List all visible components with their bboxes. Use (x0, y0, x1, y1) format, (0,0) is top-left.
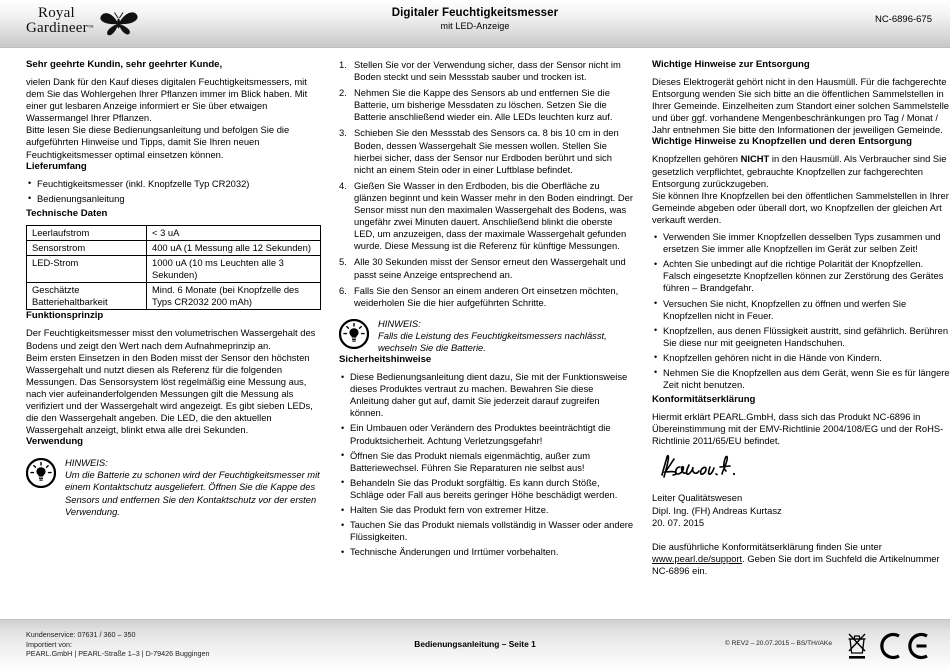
logo-line-1: Royal (38, 5, 75, 21)
list-item: • Feuchtigkeitsmesser (inkl. Knopfzelle Typ CR2032) (26, 178, 321, 190)
greeting-heading: Sehr geehrte Kundin, sehr geehrter Kunde, (26, 59, 223, 70)
note-text-battery-replacement (378, 318, 634, 354)
safety-instructions-list (339, 371, 634, 558)
list-item: • Bedienungsanleitung (26, 193, 321, 205)
customer-service-line: Kundenservice: 07631 / 360 – 350 (26, 630, 136, 639)
list-item: • Behandeln Sie das Produkt sorgfältig. Es kann durch Stöße, Schläge oder Fall aus bereits geringer Höhe beschädigt werden. (339, 477, 634, 501)
footer-page-label: Bedienungsanleitung – Seite 1 (414, 639, 536, 649)
table-row (27, 256, 321, 283)
list-item: • Knopfzellen, aus denen Flüssigkeit austritt, sind gefährlich. Berühren Sie diese nur mit geeigneten Handschuhen. (652, 325, 950, 349)
column-left (26, 59, 321, 620)
greeting-paragraph-2: Bitte lesen Sie diese Bedienungsanleitung und befolgen Sie die aufgeführten Hinweise und Tipps, damit Sie Ihren neuen Feuchtigkeitsmesser optimal einsetzen können. (26, 124, 290, 160)
column-right (652, 59, 950, 620)
footer-revision: © REV2 – 20.07.2015 – BS/TH//AKe (724, 640, 832, 647)
list-item: Nehmen Sie die Kappe des Sensors ab und entfernen Sie die Batterie, um bisherige Messdaten zu löschen. Setzen Sie die Batterie anschließend wieder ein. Alle LEDs leuchten kurz auf. (354, 87, 613, 123)
note-body: Falls die Leistung des Feuchtigkeitsmessers nachlässt, wechseln Sie die Batterie. (378, 329, 607, 353)
column-middle (339, 59, 634, 620)
note-box-battery-protection (26, 457, 321, 517)
list-item: • Diese Bedienungsanleitung dient dazu, Sie mit der Funktionsweise dieses Produktes vertraut zu machen. Bewahren Sie diese Anleitung daher gut auf, damit Sie jederzeit darauf zugreifen können. (339, 371, 634, 419)
list-item: Alle 30 Sekunden misst der Sensor erneut den Wassergehalt und passt seine Anzeige entsprechend an. (354, 256, 626, 280)
declaration-of-conformity-heading: Konformitätserklärung (652, 394, 756, 406)
importer-address: PEARL.GmbH | PEARL-Straße 1–3 | D-79426 Buggingen (26, 649, 210, 659)
operating-principle-paragraph-2: Beim ersten Einsetzen in den Boden misst der Sensor den höchsten Wassergehalt und nutzt diesen als Referenz für die folgenden Messungen. Das Sensorsystem löst regelmäßig eine Messung aus, nach vier aufeinanderfolgenden Messungen gilt die Messung als verifiziert und der Wassergehalt wird angezeigt. Es gibt sieben LEDs, die den Wassergehalt angeben. Die LED, die den aktuellen Wassergehalt anzeigt, blinkt etwa alle drei Sekunden. (26, 351, 313, 436)
support-text-a: Die ausführliche Konformitätserklärung finden Sie unter (652, 540, 882, 552)
table-row (27, 283, 321, 310)
list-item: • Achten Sie unbedingt auf die richtige Polarität der Knopfzellen. Falsch eingesetzte Knopfzellen können zur Zerstörung des Gerätes führen – Brandgefahr. (652, 258, 950, 294)
list-item: • Nehmen Sie die Knopfzellen aus dem Gerät, wenn Sie es für längere Zeit nicht benutzen. (652, 367, 950, 391)
list-item: • Versuchen Sie nicht, Knopfzellen zu öffnen und werfen Sie Knopfzellen nicht in Feuer. (652, 298, 950, 322)
button-cell-text-a: Knopfzellen gehören (652, 153, 741, 165)
scope-of-delivery-list (26, 178, 321, 205)
table-cell-value: < 3 uA (147, 225, 321, 240)
list-item: Gießen Sie Wasser in den Erdboden, bis die Oberfläche zu glänzen beginnt und kein Wasser mehr in den Boden eindringt. Der Sensor misst nun den maximalen Wassergehalt des Bodens, was ungefähr zwei Minuten dauert. Anschließend blinkt die oberste LED, um anzuzeigen, dass der maximale Wassergehalt gefunden wurde. Diese Messung ist die Referenz für künftige Messungen. (354, 179, 633, 252)
support-text-b: . Geben Sie dort im Suchfeld die Artikelnummer NC-6896 ein. (652, 552, 940, 576)
operating-principle-paragraph-1: Der Feuchtigkeitsmesser misst den volumetrischen Wassergehalt des Bodens und zeigt den Wert nach dem Aufnahmeprinzip an. (26, 327, 316, 351)
logo-line-2: Gardineer™ (26, 20, 94, 36)
weee-crossed-out-bin-icon (844, 631, 870, 661)
button-cell-paragraph-1 (652, 153, 950, 189)
list-item: Falls Sie den Sensor an einem anderen Ort einsetzen möchten, weiderholen Sie die hier aufgeführten Schritte. (354, 284, 619, 308)
disposal-paragraph: Dieses Elektrogerät gehört nicht in den Hausmüll. Für die fachgerechte Entsorgung wenden Sie sich bitte an die öffentlichen Sammelstellen in Ihrer Gemeinde. Einzelheiten zum Standort einer solchen Sammelstelle und über ggf. vorhandene Mengenbeschränkungen pro Tag / Monat / Jahr entnehmen Sie bitte den Informationen der jeweiligen Gemeinde. (652, 76, 950, 136)
note-box-battery-replacement (339, 318, 634, 354)
signer-role: Leiter Qualitätswesen (652, 492, 743, 504)
table-cell-key: LED-Strom (27, 256, 147, 283)
support-url-link[interactable]: www.pearl.de/support (652, 552, 743, 564)
support-paragraph (652, 541, 950, 577)
list-item: • Halten Sie das Produkt fern von extremer Hitze. (339, 504, 634, 516)
list-item: • Verwenden Sie immer Knopfzellen desselben Typs zusammen und ersetzen Sie immer alle Knopfzellen im Gerät zur selben Zeit! (652, 231, 950, 255)
signature-image (658, 453, 778, 483)
table-cell-value: 400 uA (1 Messung alle 12 Sekunden) (147, 240, 321, 255)
button-cell-disposal-heading: Wichtige Hinweise zu Knopfzellen und deren Entsorgung (652, 136, 913, 148)
list-item: • Technische Änderungen und Irrtümer vorbehalten. (339, 546, 634, 558)
button-cell-text-b: in den Hausmüll. Als Verbraucher sind Sie gesetzlich verpflichtet, gebrauchte Knopfzellen zur fachgerechten Entsorgung zurückzugeben. (652, 153, 947, 189)
technical-data-heading: Technische Daten (26, 207, 108, 219)
table-row (27, 225, 321, 240)
technical-data-table (26, 225, 321, 311)
signer-name: Dipl. Ing. (FH) Andreas Kurtasz (652, 504, 782, 516)
usage-steps-list (339, 59, 634, 309)
list-item: Schieben Sie den Messstab des Sensors ca. 8 bis 10 cm in den Boden, dessen Wassergehalt Sie messen wollen. Stellen Sie hierbei sicher, dass der Sensor nur Erdboden berührt und sich nicht an einem Stein oder in einer Luftblase befindet. (354, 127, 619, 175)
table-cell-key: Sensorstrom (27, 240, 147, 255)
page-body (0, 49, 950, 620)
lightbulb-note-icon (339, 319, 369, 354)
three-column-layout (26, 59, 950, 620)
table-cell-value: Mind. 6 Monate (bei Knopfzelle des Typs CR2032 200 mAh) (147, 283, 321, 310)
disposal-heading: Wichtige Hinweise zur Entsorgung (652, 59, 810, 70)
scope-of-delivery-heading: Lieferumfang (26, 160, 87, 172)
list-item: • Öffnen Sie das Produkt niemals eigenmächtig, außer zum Batteriewechsel. Führen Sie Reparaturen nie selbst aus! (339, 450, 634, 474)
table-cell-value: 1000 uA (10 ms Leuchten alle 3 Sekunden) (147, 256, 321, 283)
greeting-paragraph-1: vielen Dank für den Kauf dieses digitalen Feuchtigkeitsmessers, mit dem Sie das Wohlergehen Ihrer Pflanzen immer im Blick haben. Mit einer gut lesbaren Anzeige informiert er Sie über etwaigen Wassermangel Ihrer Pflanzen. (26, 76, 308, 124)
butterfly-icon (98, 10, 140, 36)
importer-label: Importiert von: (26, 639, 72, 649)
page-footer (0, 619, 950, 671)
signature-date: 20. 07. 2015 (652, 516, 705, 528)
operating-principle-heading: Funktionsprinzip (26, 310, 104, 322)
list-item: • Tauchen Sie das Produkt niemals vollständig in Wasser oder andere Flüssigkeiten. (339, 519, 634, 543)
note-label: HINWEIS: (378, 317, 421, 329)
table-cell-key: Geschätzte Batteriehaltbarkeit (27, 283, 147, 310)
lightbulb-note-icon (26, 458, 56, 493)
note-label: HINWEIS: (65, 457, 108, 469)
table-row (27, 240, 321, 255)
brand-logo (26, 6, 146, 44)
declaration-of-conformity-text: Hiermit erklärt PEARL.GmbH, dass sich das Produkt NC-6896 in Übereinstimmung mit der EMV-Richtlinie 2004/108/EG und der RoHS-Richtlinie 2011/65/EU befindet. (652, 411, 944, 447)
note-text-battery-protection (65, 457, 321, 517)
footer-compliance-marks (844, 631, 934, 661)
list-item: • Ein Umbauen oder Verändern des Produktes beeinträchtigt die Produktsicherheit. Achtung Verletzungsgefahr! (339, 422, 634, 446)
button-cell-paragraph-2: Sie können Ihre Knopfzellen bei den öffentlichen Sammelstellen in Ihrer Gemeinde abgeben oder überall dort, wo Knopfzellen der gleichen Art verkauft werden. (652, 189, 949, 225)
product-code: NC-6896-675 (874, 14, 932, 25)
note-body: Um die Batterie zu schonen wird der Feuchtigkeitsmesser mit einem Kontaktschutz ausgeliefert. Öffnen Sie die Kappe des Sensors und entfernen Sie den Kontaktschutz vor der ersten Verwendung. (65, 469, 320, 517)
page-header (0, 0, 950, 48)
table-cell-key: Leerlaufstrom (27, 225, 147, 240)
page-title: Digitaler Feuchtigkeitsmesser (391, 7, 559, 19)
trademark-symbol: ™ (87, 25, 94, 31)
safety-instructions-heading: Sicherheitshinweise (339, 354, 432, 366)
list-item: Stellen Sie vor der Verwendung sicher, dass der Sensor nicht im Boden steckt und sein Messstab sauber und trocken ist. (354, 59, 621, 83)
button-cell-warnings-list (652, 231, 950, 391)
usage-heading: Verwendung (26, 436, 84, 448)
page-subtitle: mit LED-Anzeige (440, 21, 510, 31)
ce-mark-icon (876, 631, 934, 661)
list-item: • Knopfzellen gehören nicht in die Hände von Kindern. (652, 352, 950, 364)
button-cell-emphasis: NICHT (740, 153, 770, 165)
